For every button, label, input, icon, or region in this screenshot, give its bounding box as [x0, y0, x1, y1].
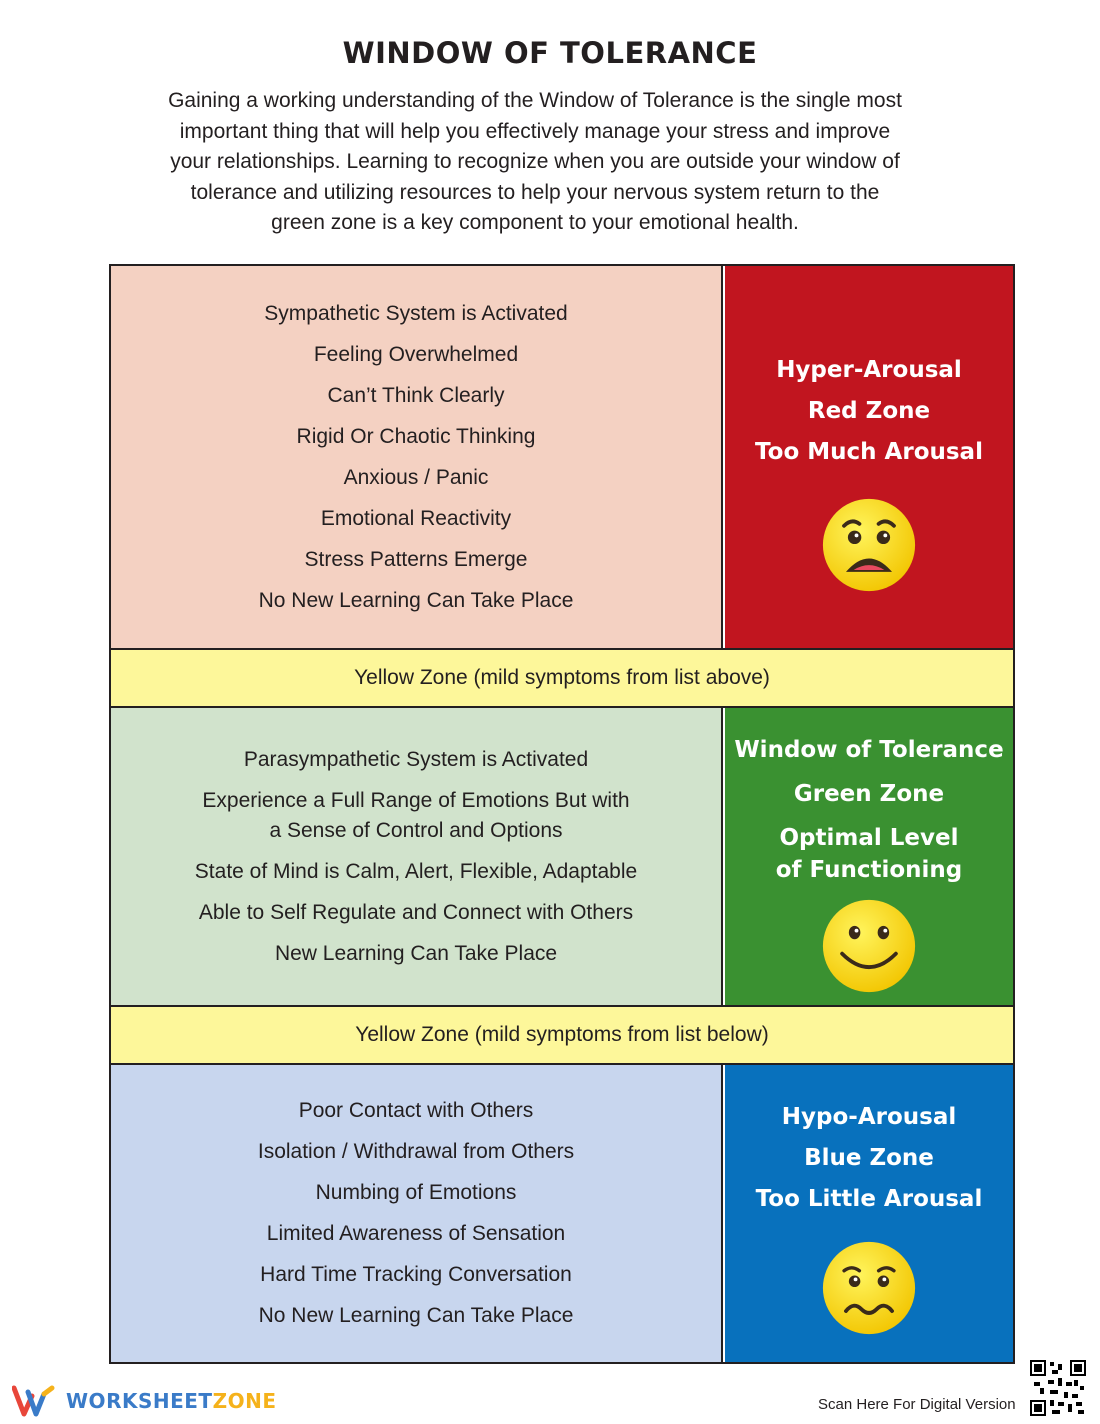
zones-table: [109, 264, 1015, 1364]
zone-label: Red Zone: [807, 398, 931, 424]
smiling-face-icon: [821, 898, 917, 994]
symptom-item: Sympathetic System is Activated: [264, 301, 568, 325]
zone-label: of Functioning: [775, 857, 963, 883]
zone-label: Optimal Level: [779, 825, 959, 851]
brand-name-part1: WORKSHEET: [66, 1389, 213, 1413]
brand-name: [66, 1389, 276, 1413]
scared-face-icon: [821, 497, 917, 593]
zone-label: Too Little Arousal: [755, 1186, 983, 1212]
green-zone-row: [111, 708, 1013, 1007]
symptom-item: Rigid Or Chaotic Thinking: [296, 424, 536, 448]
symptom-item: [202, 786, 629, 846]
zone-label: Hypo-Arousal: [781, 1104, 957, 1130]
symptom-item: Anxious / Panic: [343, 465, 489, 489]
worried-face-icon: [821, 1240, 917, 1336]
intro-line: your relationships. Learning to recognize when you are outside your window of: [170, 150, 900, 173]
symptom-line: Experience a Full Range of Emotions But with: [202, 788, 630, 812]
symptom-item: Can’t Think Clearly: [327, 383, 505, 407]
symptom-item: No New Learning Can Take Place: [258, 588, 574, 612]
intro-line: green zone is a key component to your emotional health.: [271, 211, 799, 234]
symptom-item: New Learning Can Take Place: [274, 941, 558, 965]
worksheetzone-logo-icon: [12, 1384, 56, 1418]
zone-label: Green Zone: [793, 781, 945, 807]
page-title: WINDOW OF TOLERANCE: [342, 36, 758, 70]
yellow-zone-label: Yellow Zone (mild symptoms from list above): [354, 666, 770, 689]
green-zone-symptoms: [111, 708, 723, 1005]
symptom-item: Hard Time Tracking Conversation: [260, 1263, 572, 1286]
blue-zone-row: [111, 1065, 1013, 1362]
blue-zone-label-cell: [725, 1065, 1013, 1362]
symptom-item: Emotional Reactivity: [320, 506, 512, 530]
symptom-item: Able to Self Regulate and Connect with Others: [198, 900, 634, 924]
symptom-line: a Sense of Control and Options: [269, 818, 563, 842]
scan-instruction: Scan Here For Digital Version: [818, 1396, 1016, 1413]
symptom-item: Numbing of Emotions: [315, 1181, 517, 1204]
brand-logo: [12, 1384, 276, 1418]
intro-line: tolerance and utilizing resources to help your nervous system return to the: [190, 180, 880, 204]
intro-line: Gaining a working understanding of the Window of Tolerance is the single most: [168, 89, 902, 112]
symptom-item: Parasympathetic System is Activated: [243, 747, 589, 771]
symptom-item: Feeling Overwhelmed: [313, 342, 519, 366]
symptom-item: State of Mind is Calm, Alert, Flexible, Adaptable: [194, 859, 638, 883]
yellow-zone-label: Yellow Zone (mild symptoms from list below): [355, 1023, 769, 1046]
red-zone-row: [111, 266, 1013, 650]
symptom-item: Poor Contact with Others: [298, 1099, 534, 1122]
zone-label: Hyper-Arousal: [776, 357, 962, 383]
qr-code-icon[interactable]: [1030, 1360, 1086, 1416]
intro-line: important thing that will help you effectively manage your stress and improve: [179, 119, 891, 143]
symptom-item: No New Learning Can Take Place: [258, 1304, 574, 1327]
symptom-item: Stress Patterns Emerge: [304, 547, 528, 571]
zone-label: Blue Zone: [804, 1145, 934, 1171]
red-zone-symptoms: [111, 266, 723, 648]
symptom-item: Isolation / Withdrawal from Others: [257, 1140, 575, 1163]
brand-name-part2: ZONE: [212, 1389, 277, 1413]
red-zone-label-cell: [725, 266, 1013, 648]
zone-label: Window of Tolerance: [734, 737, 1004, 763]
green-zone-label-cell: [725, 708, 1013, 1005]
yellow-zone-top: [111, 650, 1013, 708]
intro-paragraph: [150, 86, 920, 239]
zone-label: Too Much Arousal: [755, 439, 983, 465]
symptom-item: Limited Awareness of Sensation: [266, 1222, 566, 1245]
yellow-zone-bottom: [111, 1007, 1013, 1065]
blue-zone-symptoms: [111, 1065, 723, 1362]
